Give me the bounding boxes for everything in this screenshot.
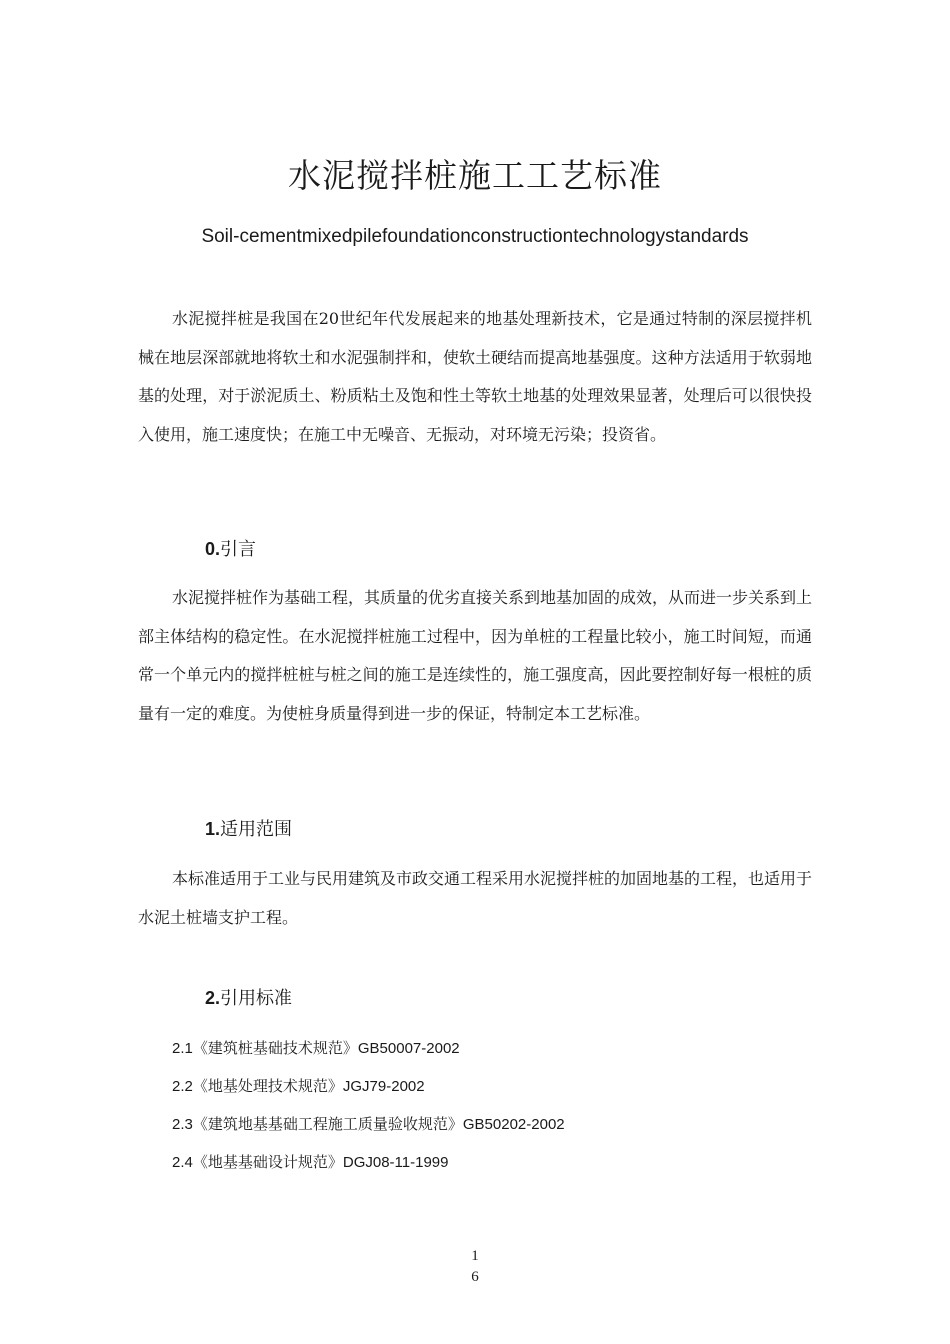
section-heading-scope: [205, 815, 292, 844]
reference-name: 《建筑桩基础技术规范》: [192, 1039, 358, 1057]
section-body-scope: 本标准适用于工业与民用建筑及市政交通工程采用水泥搅拌桩的加固地基的工程，也适用于水泥土桩墙支护工程。: [138, 869, 813, 927]
document-subtitle: Soil-cementmixedpilefoundationconstructiontechnologystandards: [201, 226, 749, 247]
reference-code: GB50007-2002: [357, 1040, 460, 1057]
reference-name: 《地基处理技术规范》: [192, 1077, 343, 1095]
reference-item: [172, 1151, 449, 1174]
reference-number: 2.3: [172, 1116, 193, 1133]
reference-name: 《地基基础设计规范》: [192, 1153, 343, 1171]
reference-code: GB50202-2002: [462, 1116, 565, 1133]
reference-name: 《建筑地基基础工程施工质量验收规范》: [192, 1115, 463, 1133]
reference-number: 2.2: [172, 1078, 193, 1095]
section-number: 2.: [205, 988, 221, 1008]
reference-number: 2.4: [172, 1154, 193, 1171]
reference-code: DGJ08-11-1999: [342, 1154, 449, 1171]
section-title: 适用范围: [220, 819, 293, 840]
reference-code: JGJ79-2002: [342, 1078, 425, 1095]
page-number-line-2: 6: [471, 1269, 479, 1285]
section-heading-references: [205, 984, 292, 1013]
section-title: 引言: [220, 539, 257, 560]
section-number: 0.: [205, 539, 221, 559]
intro-paragraph: 水泥搅拌桩是我国在20世纪年代发展起来的地基处理新技术，它是通过特制的深层搅拌机械在地层深部就地将软土和水泥强制拌和，使软土硬结而提高地基强度。这种方法适用于软弱地基的处理，对于淤泥质土、粉质粘土及饱和性土等软土地基的处理效果显著，处理后可以很快投入使用，施工速度快；在施工中无噪音、无振动，对环境无污染；投资省。: [138, 309, 812, 444]
section-heading-intro: [205, 535, 256, 564]
section-title: 引用标准: [220, 988, 293, 1009]
page-number-line-1: 1: [471, 1248, 479, 1264]
reference-number: 2.1: [172, 1040, 193, 1057]
section-body-intro: 水泥搅拌桩作为基础工程，其质量的优劣直接关系到地基加固的成效，从而进一步关系到上部主体结构的稳定性。在水泥搅拌桩施工过程中，因为单桩的工程量比较小，施工时间短，而通常一个单元内的搅拌桩桩与桩之间的施工是连续性的，施工强度高，因此要控制好每一根桩的质量有一定的难度。为使桩身质量得到进一步的保证，特制定本工艺标准。: [138, 588, 813, 723]
reference-item: [172, 1075, 425, 1098]
reference-item: [172, 1113, 565, 1136]
document-title: 水泥搅拌桩施工工艺标准: [288, 156, 662, 195]
section-number: 1.: [205, 819, 221, 839]
reference-item: [172, 1037, 460, 1060]
